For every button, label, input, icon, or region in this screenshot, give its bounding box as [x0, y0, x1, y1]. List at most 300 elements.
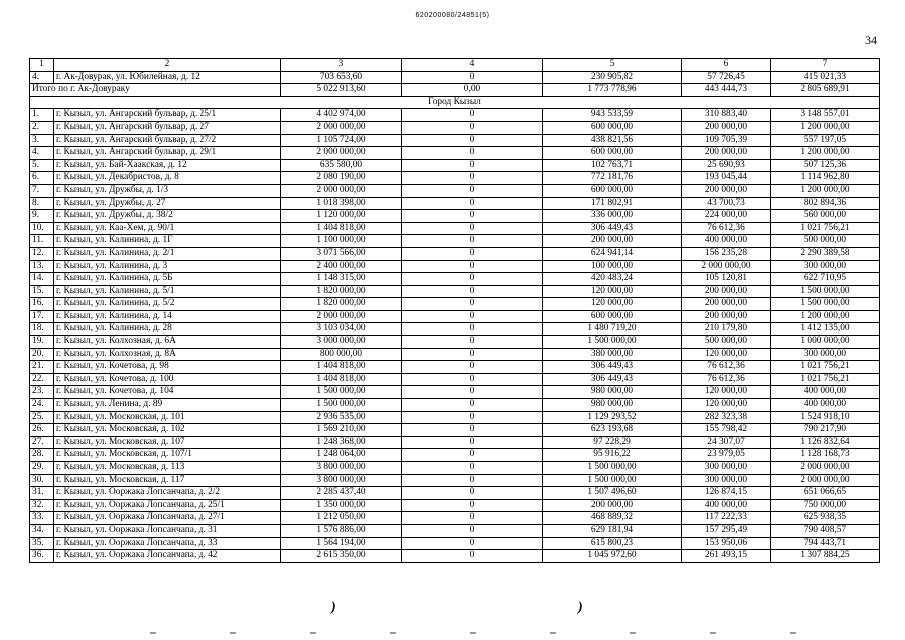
table-cell: 3 800 000,00 — [281, 474, 402, 487]
table-cell: г. Кызыл, ул. Дружбы, д. 27 — [54, 197, 281, 210]
city-heading-row — [30, 96, 880, 109]
table-cell: г. Кызыл, ул. Калинина, д. 5Б — [54, 273, 281, 286]
table-cell: 4. — [30, 71, 54, 84]
table-row — [30, 386, 880, 399]
table-cell: 415 021,33 — [771, 71, 880, 84]
column-number-row — [30, 59, 880, 72]
table-cell: 230 905,82 — [543, 71, 682, 84]
table-cell: 0 — [402, 159, 543, 172]
table-cell: г. Кызыл, ул. Бай-Хаакская, д. 12 — [54, 159, 281, 172]
table-cell: 420 483,24 — [543, 273, 682, 286]
table-row — [30, 310, 880, 323]
table-cell: г. Кызыл, ул. Ооржака Лопсанчапа, д. 25/1 — [54, 499, 281, 512]
table-cell: 261 493,15 — [682, 550, 771, 563]
table-cell: 0 — [402, 524, 543, 537]
table-cell: 1 307 884,25 — [771, 550, 880, 563]
table-cell: 200 000,00 — [682, 285, 771, 298]
table-cell: 15. — [30, 285, 54, 298]
table-cell: 600 000,00 — [543, 184, 682, 197]
table-cell: 980 000,00 — [543, 386, 682, 399]
table-cell: 102 763,71 — [543, 159, 682, 172]
table-row — [30, 474, 880, 487]
table-cell: 0 — [402, 210, 543, 223]
table-cell: г. Кызыл, ул. Ангарский бульвар, д. 27/2 — [54, 134, 281, 147]
table-cell: 3 000 000,00 — [281, 336, 402, 349]
table-cell: 120 000,00 — [543, 285, 682, 298]
table-row — [30, 524, 880, 537]
table-row — [30, 235, 880, 248]
table-cell: г. Кызыл, ул. Кочетова, д. 104 — [54, 386, 281, 399]
footer-mark-2: ) — [578, 600, 583, 615]
table-row — [30, 273, 880, 286]
table-row — [30, 210, 880, 223]
table-cell: 200 000,00 — [543, 499, 682, 512]
table-cell: 200 000,00 — [682, 147, 771, 160]
document-id: 620200080/24851(5) — [415, 12, 490, 19]
table-cell: 224 000,00 — [682, 210, 771, 223]
table-cell: 1 500 000,00 — [543, 474, 682, 487]
table-cell: 24. — [30, 399, 54, 412]
table-cell: 2 000 000,00 — [682, 260, 771, 273]
table-cell: 32. — [30, 499, 54, 512]
table-cell: 28. — [30, 449, 54, 462]
table-cell: 200 000,00 — [682, 184, 771, 197]
table-cell: 1 148 315,00 — [281, 273, 402, 286]
table-cell: 26. — [30, 424, 54, 437]
table-cell: 193 045,44 — [682, 172, 771, 185]
table-cell: 0 — [402, 222, 543, 235]
table-cell: 2 290 389,58 — [771, 247, 880, 260]
table-cell: 600 000,00 — [543, 147, 682, 160]
table-cell: 1 129 293,52 — [543, 411, 682, 424]
total-value: 1 773 778,96 — [543, 84, 682, 97]
table-cell: 794 443,71 — [771, 537, 880, 550]
column-number-cell: 3 — [281, 59, 402, 72]
table-cell: г. Кызыл, ул. Калинина, д. 5/2 — [54, 298, 281, 311]
table-cell: 17. — [30, 310, 54, 323]
table-cell: 1 569 210,00 — [281, 424, 402, 437]
table-cell: 30. — [30, 474, 54, 487]
table-row — [30, 336, 880, 349]
table-row — [30, 499, 880, 512]
table-cell: 3 800 000,00 — [281, 462, 402, 475]
table-cell: 0 — [402, 323, 543, 336]
page-number: 34 — [865, 33, 877, 47]
table-cell: 23 979,05 — [682, 449, 771, 462]
table-row — [30, 159, 880, 172]
table-cell: 1 200 000,00 — [771, 147, 880, 160]
total-value: 2 805 689,91 — [771, 84, 880, 97]
table-cell: 120 000,00 — [682, 386, 771, 399]
column-number-cell: 1 — [30, 59, 54, 72]
table-cell: 0 — [402, 109, 543, 122]
table-cell: 624 941,14 — [543, 247, 682, 260]
table-cell: 507 125,36 — [771, 159, 880, 172]
table-cell: 560 000,00 — [771, 210, 880, 223]
table-cell: 6. — [30, 172, 54, 185]
table-cell: 12. — [30, 247, 54, 260]
table-cell: 1 248 064,00 — [281, 449, 402, 462]
table-cell: 0 — [402, 336, 543, 349]
table-cell: 0 — [402, 386, 543, 399]
table-cell: 76 612,36 — [682, 222, 771, 235]
table-cell: 1 128 168,73 — [771, 449, 880, 462]
table-cell: 300 000,00 — [771, 260, 880, 273]
table-row — [30, 323, 880, 336]
table-cell: 300 000,00 — [682, 474, 771, 487]
table-cell: г. Кызыл, ул. Ооржака Лопсанчапа, д. 27/1 — [54, 512, 281, 525]
table-cell: 2 615 350,00 — [281, 550, 402, 563]
table-row — [30, 487, 880, 500]
table-cell: 1 412 135,00 — [771, 323, 880, 336]
table-cell: 772 181,76 — [543, 172, 682, 185]
table-cell: 0 — [402, 373, 543, 386]
table-row — [30, 348, 880, 361]
table-cell: 1 500 000,00 — [771, 285, 880, 298]
table-cell: г. Кызыл, ул. Московская, д. 101 — [54, 411, 281, 424]
table-cell: 157 295,49 — [682, 524, 771, 537]
table-cell: 1 564 194,00 — [281, 537, 402, 550]
table-cell: 0 — [402, 411, 543, 424]
table-cell: 97 228,29 — [543, 436, 682, 449]
table-cell: 1 820 000,00 — [281, 298, 402, 311]
table-cell: 0 — [402, 147, 543, 160]
table-cell: 750 000,00 — [771, 499, 880, 512]
table-cell: 1 105 724,00 — [281, 134, 402, 147]
table-cell: 200 000,00 — [682, 310, 771, 323]
table-cell: 980 000,00 — [543, 399, 682, 412]
table-cell: 0 — [402, 134, 543, 147]
table-cell: 2 936 535,00 — [281, 411, 402, 424]
table-cell: 43 700,73 — [682, 197, 771, 210]
table-cell: 1. — [30, 109, 54, 122]
column-number-cell: 7 — [771, 59, 880, 72]
table-cell: 651 066,65 — [771, 487, 880, 500]
table-cell: 153 950,06 — [682, 537, 771, 550]
table-row — [30, 247, 880, 260]
total-row — [30, 84, 880, 97]
table-row — [30, 147, 880, 160]
table-cell: 1 404 818,00 — [281, 361, 402, 374]
table-cell: 36. — [30, 550, 54, 563]
table-cell: 943 533,59 — [543, 109, 682, 122]
table-cell: 1 524 918,10 — [771, 411, 880, 424]
table-cell: 10. — [30, 222, 54, 235]
table-cell: 21. — [30, 361, 54, 374]
table-row — [30, 285, 880, 298]
table-cell: г. Кызыл, ул. Калинина, д. 5/1 — [54, 285, 281, 298]
table-cell: 703 653,60 — [281, 71, 402, 84]
table-cell: 1 200 000,00 — [771, 310, 880, 323]
table-cell: 1 018 398,00 — [281, 197, 402, 210]
city-heading: Город Кызыл — [30, 96, 880, 109]
table-row — [30, 121, 880, 134]
table-cell: 1 500 000,00 — [771, 298, 880, 311]
table-cell: 3 071 566,00 — [281, 247, 402, 260]
table-cell: 0 — [402, 436, 543, 449]
table-cell: 306 449,43 — [543, 361, 682, 374]
table-cell: 120 000,00 — [682, 399, 771, 412]
table-cell: 1 820 000,00 — [281, 285, 402, 298]
table-cell: 18. — [30, 323, 54, 336]
table-cell: 625 938,35 — [771, 512, 880, 525]
table-cell: 790 217,90 — [771, 424, 880, 437]
table-cell: 0 — [402, 298, 543, 311]
table-cell: г. Кызыл, ул. Дружбы, д. 38/2 — [54, 210, 281, 223]
table-cell: 16. — [30, 298, 54, 311]
table-row — [30, 222, 880, 235]
table-cell: 623 193,68 — [543, 424, 682, 437]
table-cell: 33. — [30, 512, 54, 525]
table-cell: 22. — [30, 373, 54, 386]
table-cell: 310 883,40 — [682, 109, 771, 122]
table-cell: 57 726,45 — [682, 71, 771, 84]
column-number-cell: 5 — [543, 59, 682, 72]
table-cell: г. Кызыл, ул. Ооржака Лопсанчапа, д. 31 — [54, 524, 281, 537]
table-row — [30, 260, 880, 273]
table-cell: 120 000,00 — [682, 348, 771, 361]
column-number-cell: 2 — [54, 59, 281, 72]
table-cell: 9. — [30, 210, 54, 223]
table-cell: 0 — [402, 260, 543, 273]
table-row — [30, 411, 880, 424]
table-cell: 120 000,00 — [543, 298, 682, 311]
table-cell: 27. — [30, 436, 54, 449]
table-cell: 622 710,95 — [771, 273, 880, 286]
table-cell: 210 179,80 — [682, 323, 771, 336]
table-cell: г. Кызыл, ул. Колхозная, д. 6А — [54, 336, 281, 349]
table-cell: 300 000,00 — [771, 348, 880, 361]
table-row — [30, 361, 880, 374]
table-cell: 1 114 962,80 — [771, 172, 880, 185]
table-cell: г. Кызыл, ул. Ангарский бульвар, д. 25/1 — [54, 109, 281, 122]
table-row — [30, 399, 880, 412]
column-number-cell: 4 — [402, 59, 543, 72]
table-cell: 1 480 719,20 — [543, 323, 682, 336]
table-cell: 31. — [30, 487, 54, 500]
table-cell: 117 222,33 — [682, 512, 771, 525]
table-cell: 0 — [402, 348, 543, 361]
table-cell: 1 404 818,00 — [281, 222, 402, 235]
table-cell: 1 500 000,00 — [543, 336, 682, 349]
table-cell: г. Кызыл, ул. Декабристов, д. 8 — [54, 172, 281, 185]
table-cell: 2 000 000,00 — [771, 474, 880, 487]
table-cell: 0 — [402, 71, 543, 84]
table-cell: 380 000,00 — [543, 348, 682, 361]
table-cell: 400 000,00 — [771, 399, 880, 412]
register-table — [29, 58, 880, 563]
table-cell: г. Кызыл, ул. Калинина, д. 2/1 — [54, 247, 281, 260]
table-cell: 1 500 000,00 — [543, 462, 682, 475]
table-cell: 11. — [30, 235, 54, 248]
table-row — [30, 436, 880, 449]
table-cell: г. Кызыл, ул. Московская, д. 117 — [54, 474, 281, 487]
table-cell: 19. — [30, 336, 54, 349]
table-cell: г. Кызыл, ул. Кочетова, д. 98 — [54, 361, 281, 374]
table-row — [30, 550, 880, 563]
table-cell: 1 021 756,21 — [771, 222, 880, 235]
table-cell: 1 248 368,00 — [281, 436, 402, 449]
table-cell: 1 507 496,60 — [543, 487, 682, 500]
table-cell: 0 — [402, 197, 543, 210]
table-cell: 109 705,39 — [682, 134, 771, 147]
table-cell: 557 197,05 — [771, 134, 880, 147]
table-cell: 282 323,38 — [682, 411, 771, 424]
table-row — [30, 424, 880, 437]
table-cell: 0 — [402, 449, 543, 462]
table-cell: г. Кызыл, ул. Московская, д. 107/1 — [54, 449, 281, 462]
table-cell: г. Кызыл, ул. Калинина, д. 14 — [54, 310, 281, 323]
table-cell: г. Кызыл, ул. Ооржака Лопсанчапа, д. 2/2 — [54, 487, 281, 500]
table-cell: 25. — [30, 411, 54, 424]
table-row — [30, 109, 880, 122]
table-cell: 0 — [402, 424, 543, 437]
total-label: Итого по г. Ак-Довураку — [30, 84, 281, 97]
table-cell: 126 874,15 — [682, 487, 771, 500]
table-cell: 2 000 000,00 — [281, 184, 402, 197]
table-row — [30, 512, 880, 525]
table-cell: 0 — [402, 310, 543, 323]
table-cell: 615 800,23 — [543, 537, 682, 550]
total-value: 5 022 913,60 — [281, 84, 402, 97]
table-cell: г. Кызыл, ул. Колхозная, д. 8А — [54, 348, 281, 361]
table-cell: 155 798,42 — [682, 424, 771, 437]
table-cell: 1 500 000,00 — [281, 386, 402, 399]
table-row — [30, 298, 880, 311]
table-cell: 600 000,00 — [543, 121, 682, 134]
table-cell: 0 — [402, 235, 543, 248]
table-cell: г. Кызыл, ул. Кочетова, д. 100 — [54, 373, 281, 386]
table-cell: 8. — [30, 197, 54, 210]
table-cell: 171 802,91 — [543, 197, 682, 210]
table-cell: 2 000 000,00 — [281, 147, 402, 160]
table-cell: г. Кызыл, ул. Каа-Хем, д. 90/1 — [54, 222, 281, 235]
table-cell: 0 — [402, 462, 543, 475]
table-cell: 0 — [402, 361, 543, 374]
table-cell: 0 — [402, 121, 543, 134]
table-cell: 400 000,00 — [682, 235, 771, 248]
table-cell: 0 — [402, 474, 543, 487]
table-cell: 500 000,00 — [771, 235, 880, 248]
table-cell: 2 000 000,00 — [281, 310, 402, 323]
table-cell: 35. — [30, 537, 54, 550]
table-cell: 0 — [402, 550, 543, 563]
table-cell: 7. — [30, 184, 54, 197]
table-cell: 1 021 756,21 — [771, 361, 880, 374]
table-cell: 14. — [30, 273, 54, 286]
table-row — [30, 172, 880, 185]
table-cell: 4. — [30, 147, 54, 160]
table-cell: 20. — [30, 348, 54, 361]
table-cell: 2 000 000,00 — [771, 462, 880, 475]
table-cell: г. Кызыл, ул. Ленина, д. 89 — [54, 399, 281, 412]
table-cell: 1 021 756,21 — [771, 373, 880, 386]
table-cell: 1 212 050,00 — [281, 512, 402, 525]
table-cell: 300 000,00 — [682, 462, 771, 475]
table-cell: 1 000 000,00 — [771, 336, 880, 349]
table-cell: 76 612,36 — [682, 361, 771, 374]
table-cell: 468 889,32 — [543, 512, 682, 525]
table-cell: 336 000,00 — [543, 210, 682, 223]
table-row — [30, 134, 880, 147]
table-cell: 3 103 034,00 — [281, 323, 402, 336]
table-cell: 629 181,94 — [543, 524, 682, 537]
table-cell: 635 580,00 — [281, 159, 402, 172]
table-cell: г. Кызыл, ул. Ооржака Лопсанчапа, д. 42 — [54, 550, 281, 563]
table-cell: г. Кызыл, ул. Ангарский бульвар, д. 27 — [54, 121, 281, 134]
table-cell: г. Кызыл, ул. Ангарский бульвар, д. 29/1 — [54, 147, 281, 160]
table-cell: 800 000,00 — [281, 348, 402, 361]
table-cell: г. Кызыл, ул. Дружбы, д. 1/3 — [54, 184, 281, 197]
total-value: 443 444,73 — [682, 84, 771, 97]
table-cell: 2 285 437,40 — [281, 487, 402, 500]
footer-mark-1: ) — [331, 600, 336, 615]
table-cell: 100 000,00 — [543, 260, 682, 273]
table-cell: 0 — [402, 512, 543, 525]
table-cell: 1 126 832,64 — [771, 436, 880, 449]
table-cell: 200 000,00 — [682, 298, 771, 311]
table-cell: г. Кызыл, ул. Калинина, д. 1Г — [54, 235, 281, 248]
table-cell: 2 000 000,00 — [281, 121, 402, 134]
table-cell: 2 400 000,00 — [281, 260, 402, 273]
table-cell: 3 148 557,01 — [771, 109, 880, 122]
table-cell: 25 690,93 — [682, 159, 771, 172]
table-cell: г. Кызыл, ул. Калинина, д. 28 — [54, 323, 281, 336]
table-cell: 200 000,00 — [543, 235, 682, 248]
total-value: 0,00 — [402, 84, 543, 97]
table-cell: г. Кызыл, ул. Московская, д. 113 — [54, 462, 281, 475]
table-cell: 1 200 000,00 — [771, 184, 880, 197]
table-cell: 2. — [30, 121, 54, 134]
table-cell: 400 000,00 — [771, 386, 880, 399]
table-row — [30, 71, 880, 84]
scan-artifact-line — [150, 632, 850, 634]
table-cell: 306 449,43 — [543, 222, 682, 235]
table-cell: 3. — [30, 134, 54, 147]
table-cell: 156 235,28 — [682, 247, 771, 260]
table-cell: г. Кызыл, ул. Московская, д. 102 — [54, 424, 281, 437]
table-cell: 24 307,07 — [682, 436, 771, 449]
table-row — [30, 197, 880, 210]
table-cell: 0 — [402, 247, 543, 260]
table-cell: 0 — [402, 184, 543, 197]
column-number-cell: 6 — [682, 59, 771, 72]
table-cell: 500 000,00 — [682, 336, 771, 349]
table-cell: 0 — [402, 172, 543, 185]
table-cell: г. Ак-Довурак, ул. Юбилейная, д. 12 — [54, 71, 281, 84]
table-cell: г. Кызыл, ул. Ооржака Лопсанчапа, д. 33 — [54, 537, 281, 550]
table-cell: 1 404 818,00 — [281, 373, 402, 386]
table-cell: 34. — [30, 524, 54, 537]
register-table-body — [30, 59, 880, 563]
table-cell: 2 080 190,00 — [281, 172, 402, 185]
table-cell: 306 449,43 — [543, 373, 682, 386]
table-cell: 1 500 000,00 — [281, 399, 402, 412]
table-cell: 438 821,56 — [543, 134, 682, 147]
table-cell: 790 408,57 — [771, 524, 880, 537]
table-cell: 29. — [30, 462, 54, 475]
table-cell: 23. — [30, 386, 54, 399]
table-cell: г. Кызыл, ул. Московская, д. 107 — [54, 436, 281, 449]
table-cell: 1 576 886,00 — [281, 524, 402, 537]
table-cell: 95 916,22 — [543, 449, 682, 462]
table-row — [30, 537, 880, 550]
table-cell: 4 402 974,00 — [281, 109, 402, 122]
table-cell: 400 000,00 — [682, 499, 771, 512]
table-cell: 0 — [402, 273, 543, 286]
table-cell: 1 045 972,60 — [543, 550, 682, 563]
table-cell: 5. — [30, 159, 54, 172]
